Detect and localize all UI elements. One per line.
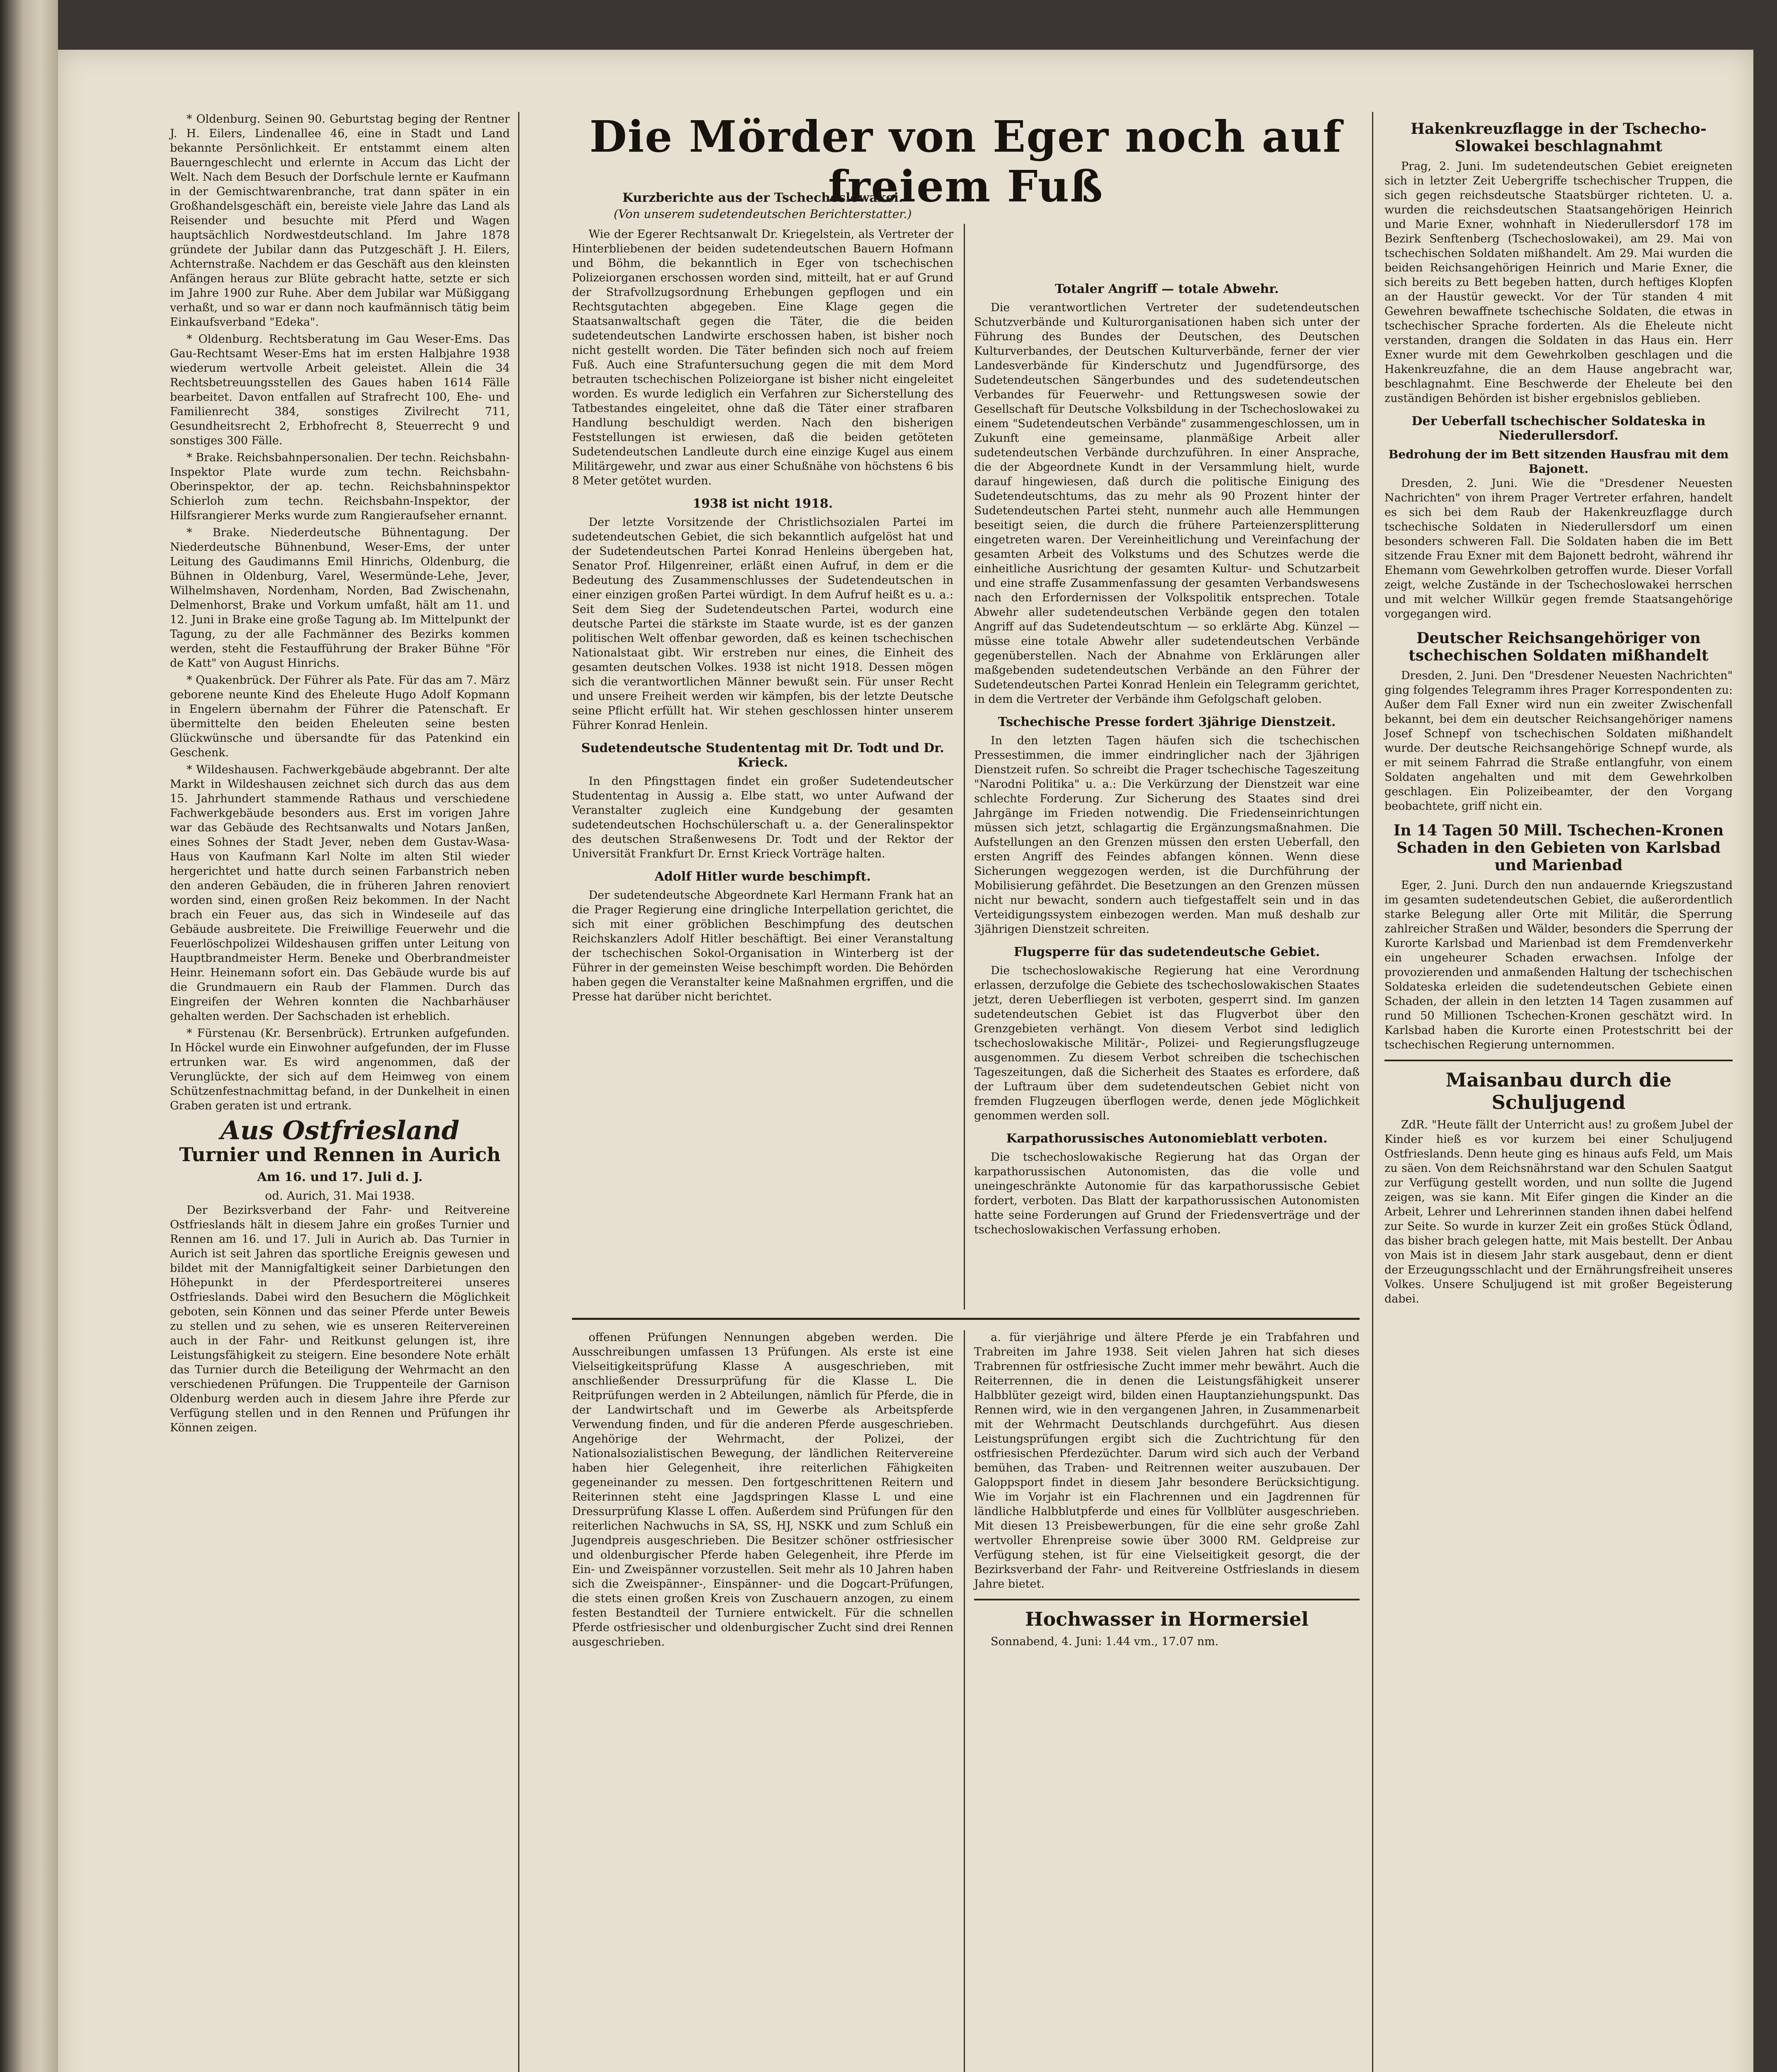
news-item: * Brake. Niederdeutsche Bühnentagung. Der Niederdeutsche Bühnenbund, Weser-Ems, der unter Leitung des Gaudimanns Emil Hinrichs, Oldenburg, die Bühnen in Oldenburg, Varel, Wesermünde-Lehe, Jever, Wilhelmshaven, Nordenham, Norden, Bad Zwischenahn, Delmenhorst, Brake und Vorkum umfaßt, hält am 11. und 12. Juni in Brake eine große Tagung ab. Im Mittelpunkt der Tagung, zu der alle Fachmänner des Bezirks kommen werden, steht die Festaufführung der Braker Bühne "För de Katt" von August Hinrichs. bbox=[170, 526, 510, 670]
section-title: Tschechische Presse fordert 3jährige Dienstzeit. bbox=[998, 715, 1336, 729]
section-text: Eger, 2. Juni. Durch den nun andauernde Kriegszustand im gesamten sudetendeutschen Gebiet, die außerordentlich starke Belegung aller Orte mit Militär, die Sperrung zahlreicher Straßen und Wälder, besonders die Sperrung der Kurorte Karlsbad und Marienbad ist dem Fremdenverkehr ein ungeheurer Schaden erwachsen. Infolge der provozierenden und anmaßenden Haltung der tschechischen Soldateska erleiden die sudetendeutschen Gebiete einen Schaden, der allein in den letzten 14 Tagen zusammen auf rund 50 Millionen Tschechen-Kronen geschätzt wird. In Karlsbad haben die Kurorte einen Protestschritt bei der tschechischen Regierung unternommen. bbox=[1384, 879, 1733, 1051]
divider bbox=[1384, 1060, 1733, 1061]
center-right-column bbox=[974, 274, 1360, 1239]
news-item: * Oldenburg. Seinen 90. Geburtstag beging der Rentner J. H. Eilers, Lindenallee 46, eine in Stadt und Land bekannte Persönlichkeit. Er entstammt einem alten Bauerngeschlecht und erlernte in Accum das Licht der Welt. Nach dem Besuch der Dorfschule lernte er Kaufmann in der Gemischtwarenbranche, trat dann später in ein Großhandelsgeschäft ein, bereiste viele Jahre das Land als Reisender und besuchte mit Pferd und Wagen hauptsächlich Nordwestdeutschland. Im Jahre 1878 gründete der Jubilar dann das Putzgeschäft J. H. Eilers, Achternstraße. Nachdem er das Geschäft aus den kleinsten Anfängen heraus zur Blüte gebracht hatte, setzte er sich im Jahre 1900 zur Ruhe. Aber dem Jubilar war Müßiggang verhaßt, und so war er dann noch kaufmännisch tätig beim Einkaufsverband "Edeka". bbox=[170, 113, 510, 329]
section-text: Die tschechoslowakische Regierung hat eine Verordnung erlassen, derzufolge die Gebiete des tschechoslowakischen Staates jetzt, deren Ueberfliegen ist verboten, gesperrt sind. Im ganzen sudetendeutschen Gebiet ist das Flugverbot über den Grenzgebieten verhängt. Von diesem Verbot sind lediglich tschechoslowakische Militär-, Polizei- und Regierungsflugzeuge ausgenommen. Zu diesem Verbot schreiben die tschechischen Tageszeitungen, daß die Sicherheit des Staates es erfordere, daß der Luftraum über dem sudetendeutschen Gebiet nicht von fremden Flugzeugen überflogen werde, denen jede Möglichkeit genommen werden soll. bbox=[974, 964, 1360, 1122]
left-column bbox=[170, 112, 510, 1438]
section-title: Maisanbau durch die Schuljugend bbox=[1445, 1069, 1672, 1113]
lower-center-right bbox=[974, 1330, 1360, 1651]
flood-text: Sonnabend, 4. Juni: 1.44 vm., 17.07 nm. bbox=[991, 1635, 1219, 1648]
section-text: Dresden, 2. Juni. Den "Dresdener Neuesten Nachrichten" ging folgendes Telegramm ihres Prager Korrespondenten zu: Außer dem Fall Exner wird nun ein zweiter Zwischenfall bekannt, bei dem ein deutscher Reichsangehöriger namens Josef Schnepf von tschechischen Soldaten mißhandelt wurde. Der deutsche Reichsangehörige Schnepf wurde, als er mit seinem Fahrrad die Straße entlangfuhr, von einem Soldaten angehalten und mit dem Gewehrkolben geschlagen. Ein Polizeibeamter, der den Vorgang beobachtete, griff nicht ein. bbox=[1384, 669, 1733, 813]
section-text: ZdR. "Heute fällt der Unterricht aus! zu großem Jubel der Kinder hieß es vor kurzem bei einer Schuljugend Ostfrieslands. Denn heute ging es hinaus aufs Feld, um Mais zu säen. Von dem Reichsnährstand war den Schulen Saatgut zur Verfügung gestellt worden, und nun sollte die Jugend zeigen, was sie kann. Mit Eifer gingen die Kinder an die Arbeit, Lehrer und Lehrerinnen standen ihnen dabei helfend zur Seite. So wurde in kurzer Zeit ein großes Stück Ödland, das bisher brach gelegen hatte, mit Mais bestellt. Der Anbau von Mais ist in diesem Jahr stark ausgebaut, denn er dient der Erzeugungsschlacht und der Ernährungsfreiheit unseres Volkes. Unsere Schuljugend ist mit großer Begeisterung dabei. bbox=[1384, 1118, 1733, 1305]
section-text: In den Pfingsttagen findet ein großer Sudetendeutscher Studententag in Aussig a. Elbe statt, wo unter Aufwand der Veranstalter zugleich eine Kundgebung der gesamten sudetendeutschen Hochschülerschaft u. a. der Generalinspektor des deutschen Straßenwesens Dr. Todt und der Rektor der Universität Frankfurt Dr. Ernst Krieck Vorträge halten. bbox=[572, 775, 953, 860]
race-continuation: a. für vierjährige und ältere Pferde je ein Trabfahren und Trabreiten im Jahre 1938. Seit vielen Jahren hat sich dieses Trabrennen für ostfriesische Zucht immer mehr bewährt. Auch die Reiterrennen, die in denen die Leistungsfähigkeit unserer Halbblüter gezeigt wird, bilden einen Hauptanziehungspunkt. Das Rennen wird, wie in den vergangenen Jahren, in Zusammenarbeit mit der Wehrmacht Deutschlands durchgeführt. Aus diesen Leistungsprüfungen ergibt sich die Zuchtrichtung für den ostfriesischen Pferdezüchter. Darum wird sich auch der Verband bemühen, das Traben- und Reitrennen weiter auszubauen. Der Galoppsport findet in diesem Jahr besondere Berücksichtigung. Wie im Vorjahr ist ein Flachrennen und ein Jagdrennen für ländliche Halbblutpferde und eines für Vollblüter ausgeschrieben. Mit diesen 13 Preisbewerbungen, für die eine sehr große Zahl wertvoller Ehrenpreise sowie über 3000 RM. Geldpreise zur Verfügung stehen, ist für eine Vielseitigkeit gesorgt, die der Bezirksverband der Fahr- und Reitvereine Ostfrieslands in diesem Jahre bietet. bbox=[974, 1331, 1360, 1590]
section-text: Die tschechoslowakische Regierung hat das Organ der karpathorussischen Autonomisten, das die volle und uneingeschränkte Autonomie für das karpathorussische Gebiet fordert, verboten. Das Blatt der karpathorussischen Autonomisten hatte seine Forderungen auf Grund der Friedensverträge und der tschechoslowakischen Verfassung erhoben. bbox=[974, 1151, 1360, 1236]
news-item: * Wildeshausen. Fachwerkgebäude abgebrannt. Der alte Markt in Wildeshausen zeichnet sich durch das aus dem 15. Jahrhundert stammende Rathaus und verschiedene Fachwerkgebäude besonders aus. Erst im vorigen Jahre war das Gebäude des Rechtsanwalts und Notars Janßen, eines Sohnes der Stadt Jever, neben dem Gustav-Wasa-Haus von Kaufmann Karl Nolte im alten Stil wieder hergerichtet und hatte durch seinen Farbanstrich neben den anderen Gebäuden, die in früheren Jahren renoviert worden sind, einen großen Reiz bekommen. In der Nacht brach ein Feuer aus, das sich in Windeseile auf das Gebäude ausbreitete. Die Freiwillige Feuerwehr und die Feuerlöschpolizei Wildeshausen griffen unter Leitung von Hauptbrandmeister Herm. Beneke und Oberbrandmeister Heinr. Heinemann sofort ein. Das Gebäude wurde bis auf die Grundmauern ein Raub der Flammen. Durch das Eingreifen der Wehren konnten die Nachbarhäuser gehalten werden. Der Sachschaden ist erheblich. bbox=[170, 763, 510, 1023]
section-text: Der sudetendeutsche Abgeordnete Karl Hermann Frank hat an die Prager Regierung eine dringliche Interpellation gerichtet, die sich mit einer gröblichen Beschimpfung des deutschen Reichskanzlers Adolf Hitler beschäftigt. Bei einer Veranstaltung der tschechischen Sokol-Organisation in Winterberg ist der Führer in der gemeinsten Weise beschimpft worden. Die Behörden haben gegen die Veranstalter keine Maßnahmen ergriffen, und die Presse hat darüber nicht berichtet. bbox=[572, 889, 953, 1003]
section-text: Prag, 2. Juni. Im sudetendeutschen Gebiet ereigneten sich in letzter Zeit Uebergriffe tschechischer Truppen, die sich gegen reichsdeutsche Staatsbürger richteten. U. a. wurden die reichsdeutschen Staatsangehörigen Heinrich und Marie Exner, wohnhaft in Niederullersdorf 178 im Bezirk Senftenberg (Tschechoslowakei), am 29. Mai von tschechischen Soldaten mißhandelt. Am 29. Mai wurden die beiden Reichsangehörigen Heinrich und Marie Exner, die sich bereits zu Bett begeben hatten, durch heftiges Klopfen an der Haustür geweckt. Vor der Tür standen 4 mit Gewehren bewaffnete tschechische Soldaten, die etwas in tschechischer Sprache forderten. Als die Eheleute nicht verstanden, drangen die Soldaten in das Haus ein. Herr Exner wurde mit dem Gewehrkolben geschlagen und die Hakenkreuzfahne, die an dem Hause angebracht war, beschlagnahmt. Eine Beschwerde der Eheleute bei den zuständigen Behörden ist bisher ergebnislos geblieben. bbox=[1384, 160, 1733, 405]
section-title: Flugsperre für das sudetendeutsche Gebiet. bbox=[1013, 945, 1320, 959]
article-intro: Wie der Egerer Rechtsanwalt Dr. Kriegelstein, als Vertreter der Hinterbliebenen der beiden sudetendeutschen Bauern Hofmann und Böhm, die bekanntlich in Eger von tschechischen Polizeiorganen erschossen worden sind, mitteilt, hat er auf Grund der Strafvollzugsordnung Erhebungen gepflogen und ein Rechtsgutachten abgegeben. Eine Klage gegen die Staatsanwaltschaft gegen die Täter, die die beiden sudetendeutschen Landwirte erschossen haben, ist bisher noch nicht gestellt worden. Die Täter befinden sich noch auf freiem Fuß. Auch eine Strafuntersuchung gegen die mit dem Mord betrauten tschechischen Polizeiorgane ist bisher nicht eingeleitet worden. Es wurde lediglich ein Verfahren zur Sicherstellung des Tatbestandes eingeleitet, ohne daß die Täter einer strafbaren Handlung beschuldigt werden. Nach den bisherigen Feststellungen ist erwiesen, daß die beiden getöteten Sudetendeutschen Landleute durch eine einzige Kugel aus einem Militärgewehr, und zwar aus einer Schußnähe von höchstens 6 bis 8 Meter getötet wurden. bbox=[572, 228, 953, 487]
section-title: 1938 ist nicht 1918. bbox=[692, 496, 833, 511]
section-subtitle: Bedrohung der im Bett sitzenden Hausfrau mit dem Bajonett. bbox=[1388, 448, 1729, 476]
race-continuation: offenen Prüfungen Nennungen abgeben werden. Die Ausschreibungen umfassen 13 Prüfungen. Als erste ist eine Vielseitigkeitsprüfung Klasse A ausgeschrieben, mit anschließender Dressurprüfung für die Klasse L. Die Reitprüfungen werden in 2 Abteilungen, nämlich für Pferde, die in der Landwirtschaft und im Gewerbe als Arbeitspferde Verwendung finden, und für die anderen Pferde ausgeschrieben. Angehörige der Wehrmacht, der Polizei, der Nationalsozialistischen Bewegung, der ländlichen Reitervereine haben hier Gelegenheit, ihre reiterlichen Fähigkeiten gegeneinander zu messen. Den fortgeschrittenen Reitern und Reiterinnen steht eine Jagdspringen Klasse L und eine Dressurprüfung Klasse L offen. Außerdem sind Prüfungen für den reiterlichen Nachwuchs in SA, SS, HJ, NSKK und zum Schluß ein Jugendpreis ausgeschrieben. Die Besitzer schöner ostfriesischer und oldenburgischer Pferde haben Gelegenheit, ihre Pferde im Ein- und Zweispänner vorzustellen. Seit mehr als 10 Jahren haben sich die Zweispänner-, Einspänner- und die Dogcart-Prüfungen, die stets einen großen Kreis von Zuschauern anzogen, zu einem festen Bestandteil der Turniere entwickelt. Für die schnellen Pferde ostfriesischer und oldenburgischer Zucht sind drei Rennen ausgeschrieben. bbox=[572, 1331, 953, 1648]
race-dateline: od. Aurich, 31. Mai 1938. bbox=[265, 1189, 415, 1203]
column-divider bbox=[1372, 112, 1373, 2072]
main-headline: Die Mörder von Eger noch auf freiem Fuß bbox=[589, 111, 1342, 212]
section-title: Karpathorussisches Autonomieblatt verboten. bbox=[1006, 1131, 1328, 1146]
news-item: * Oldenburg. Rechtsberatung im Gau Weser-Ems. Das Gau-Rechtsamt Weser-Ems hat im ersten Halbjahre 1938 wiederum wertvolle Arbeit geleistet. Allein die 34 Rechtsbetreuungsstellen des Gaues haben 1614 Fälle bearbeitet. Davon entfallen auf Strafrecht 100, Ehe- und Familienrecht 384, sonstiges Zivilrecht 711, Gesundheitsrecht 2, Erbhofrecht 8, Steuerrecht 9 und sonstiges 300 Fälle. bbox=[170, 333, 510, 447]
section-text: Der letzte Vorsitzende der Christlichsozialen Partei im sudetendeutschen Gebiet, die sich bekanntlich aufgelöst hat und der Sudetendeutschen Partei Konrad Henleins übergeben hat, Senator Prof. Hilgenreiner, erläßt einen Aufruf, in dem er die Bedeutung des Zusammenschlusses der Sudetendeutschen in einer einzigen großen Partei würdigt. In dem Aufruf heißt es u. a.: Seit dem Sieg der Sudetendeutschen Partei, wodurch eine deutsche Partei die stärkste im Staate wurde, ist es der ganzen politischen Welt offenbar geworden, daß es keinen tschechischen Nationalstaat gibt. Wir erstreben nur eines, die Einheit des gesamten deutschen Volkes. 1938 ist nicht 1918. Dessen mögen sich die verantwortlichen Männer bewußt sein. Für unser Recht und unsere Freiheit werden wir kämpfen, bis der letzte Deutsche seine Pflicht erfüllt hat. Wir stehen geschlossen hinter unserem Führer Konrad Henlein. bbox=[572, 516, 953, 732]
section-divider bbox=[572, 1318, 1360, 1320]
lower-center-left bbox=[572, 1330, 953, 1652]
news-item: * Quakenbrück. Der Führer als Pate. Für das am 7. März geborene neunte Kind des Eheleute Hugo Adolf Kopmann in Engelern übernahm der Führer die Patenschaft. Er übermittelte den beiden Eheleuten seine besten Glückwünsche und übersandte für das Patenkind ein Geschenk. bbox=[170, 674, 510, 759]
correspondent-line: (Von unserem sudetendeutschen Berichterstatter.) bbox=[613, 207, 912, 221]
section-title: Deutscher Reichsangehöriger von tschechischen Soldaten mißhandelt bbox=[1409, 629, 1709, 664]
column-divider bbox=[964, 1330, 965, 2072]
race-title: Turnier und Rennen in Aurich bbox=[179, 1143, 501, 1166]
race-dates: Am 16. und 17. Juli d. J. bbox=[257, 1170, 423, 1184]
region-heading: Aus Ostfriesland bbox=[220, 1115, 460, 1145]
race-text: Der Bezirksverband der Fahr- und Reitvereine Ostfrieslands hält in diesem Jahre ein großes Turnier und Rennen am 16. und 17. Juli in Aurich ab. Das Turnier in Aurich ist seit Jahren das sportliche Ereignis gewesen und bildet mit der Mannigfaltigkeit seiner Darbietungen den Höhepunkt in der Pferdesportreiterei unseres Ostfrieslands. Dabei wird den Besuchern die Möglichkeit geboten, sein Können und das seiner Pferde unter Beweis zu stellen und zu sehen, wie es unseren Reitervereinen auch in der Fahr- und Reitkunst gelungen ist, ihre Leistungsfähigkeit zu steigern. Eine besondere Note erhält das Turnier durch die Beteiligung der Wehrmacht an den verschiedenen Prüfungen. Die Truppenteile der Garnison Oldenburg werden auch in diesem Jahre ihre Pferde zur Verfügung stellen und in den Rennen und Prüfungen ihr Können zeigen. bbox=[170, 1204, 510, 1434]
section-title: Totaler Angriff — totale Abwehr. bbox=[1055, 282, 1279, 296]
section-text: Dresden, 2. Juni. Wie die "Dresdener Neuesten Nachrichten" von ihrem Prager Vertreter erfahren, handelt es sich bei dem Raub der Hakenkreuzflagge durch tschechische Soldaten in Niederullersdorf um einen besonders schweren Fall. Die Soldaten haben die im Bett sitzende Frau Exner mit dem Bajonett bedroht, während ihr Ehemann vom Gewehrkolben getroffen wurde. Dieser Vorfall zeigt, welche Zustände in der Tschechoslowakei herrschen und mit welcher Willkür gegen fremde Staatsangehörige vorgegangen wird. bbox=[1384, 477, 1733, 620]
section-title: Adolf Hitler wurde beschimpft. bbox=[655, 869, 871, 884]
section-title: Sudetendeutsche Studententag mit Dr. Todt und Dr. Krieck. bbox=[581, 741, 944, 770]
column-divider bbox=[964, 224, 965, 1310]
news-item: * Fürstenau (Kr. Bersenbrück). Ertrunken aufgefunden. In Höckel wurde ein Einwohner aufgefunden, der im Flusse ertrunken war. Es wird angenommen, daß der Verunglückte, der sich auf dem Heimweg von einem Schützenfestnachmittag befand, in der Dunkelheit in einen Graben geraten ist und ertrank. bbox=[170, 1027, 510, 1112]
flood-title: Hochwasser in Hormersiel bbox=[1025, 1608, 1309, 1630]
divider bbox=[974, 1599, 1360, 1600]
section-text: In den letzten Tagen häufen sich die tschechischen Pressestimmen, die immer eindringlicher nach der 3jährigen Dienstzeit rufen. So schreibt die Prager tschechische Tageszeitung "Narodni Politika" u. a.: Die Verkürzung der Dienstzeit war eine schlechte Forderung. Zur Sicherung des Staates sind drei Jahrgänge im Frieden notwendig. Die Friedenseinrichtungen müssen sich jetzt, schlagartig die Ergänzungsmaßnahmen. Die Aufstellungen an den Grenzen müssen den ersten Ueberfall, den ersten Angriff des Feindes abfangen können. Wenn diese Sicherungen weggezogen werden, ist die Durchführung der Mobilisierung gefährdet. Die Besetzungen an den Grenzen müssen nicht nur bewacht, sondern auch tiefgestaffelt sein und in das Verteidigungssystem einbezogen werden. Man muß deshalb zur 3jährigen Dienstzeit schreiten. bbox=[974, 734, 1360, 936]
section-text: Die verantwortlichen Vertreter der sudetendeutschen Schutzverbände und Kulturorganisationen haben sich unter der Führung des Bundes der Deutschen, des Deutschen Kulturverbandes, der Deutschen Kulturverbände, ferner der vier Landesverbände für Kinderschutz und Jugendfürsorge, des Sudetendeutschen Sängerbundes und des sudetendeutschen Verbandes für Feuerwehr- und Rettungswesen sowie der Gesellschaft für Deutsche Volksbildung in der Tschechoslowakei zu einem "Sudetendeutschen Verbände" zusammengeschlossen, um in Zukunft eine gemeinsame, planmäßige Arbeit aller sudetendeutschen Verbände durchzuführen. In einer Ansprache, die der Abgeordnete Kundt in der Versammlung hielt, wurde darauf hingewiesen, daß durch die politische Einigung des Sudetendeutschtums, das zu mehr als 90 Prozent hinter der Sudetendeutschen Partei steht, nunmehr auch alle Hemmungen beseitigt seien, die durch die frühere Parteienzersplitterung eingetreten waren. Der Vereinheitlichung und Vereinfachung der gesamten Arbeit des Volkstums und des Schutzes werde die einheitliche Ausrichtung der gesamten Kultur- und Schutzarbeit und eine straffe Zusammenfassung der gesamten Verbandswesens nach den Erfordernissen der Volkspolitik entsprechen. Totale Abwehr aller sudetendeutschen Verbände gegen den totalen Angriff auf das Sudetendeutschtum — so erklärte Abg. Künzel — müsse eine totale Abwehr aller sudetendeutschen Verbände gegenüberstellen. Nach der Abnahme von Erklärungen aller maßgebenden sudetendeutschen Verbände an den Führer der Sudetendeutschen Partei Konrad Henlein ein Telegramm gerichtet, in dem die Vertreter der Verbände ihm Gefolgschaft geloben. bbox=[974, 301, 1360, 706]
center-left-column bbox=[572, 186, 953, 1007]
section-title: In 14 Tagen 50 Mill. Tschechen-Kronen Schaden in den Gebieten von Karlsbad und Marienbad bbox=[1393, 822, 1724, 874]
right-column bbox=[1384, 112, 1733, 1309]
section-title: Hakenkreuzflagge in der Tschecho-Slowakei beschlagnahmt bbox=[1411, 120, 1707, 155]
news-item: * Brake. Reichsbahnpersonalien. Der techn. Reichsbahn-Inspektor Plate wurde zum techn. Reichsbahn-Oberinspektor, der ap. techn. Reichsbahninspektor Schierloh zum techn. Reichsbahn-Inspektor, der Hilfsrangierer Merks wurde zum Rangieraufseher ernannt. bbox=[170, 451, 510, 522]
section-title: Der Ueberfall tschechischer Soldateska in Niederullersdorf. bbox=[1411, 414, 1706, 443]
column-divider bbox=[518, 112, 519, 2072]
subheadline: Kurzberichte aus der Tschechoslowakei. bbox=[622, 191, 903, 205]
newspaper-page bbox=[58, 50, 1753, 2072]
book-spine-edge bbox=[0, 0, 58, 2072]
